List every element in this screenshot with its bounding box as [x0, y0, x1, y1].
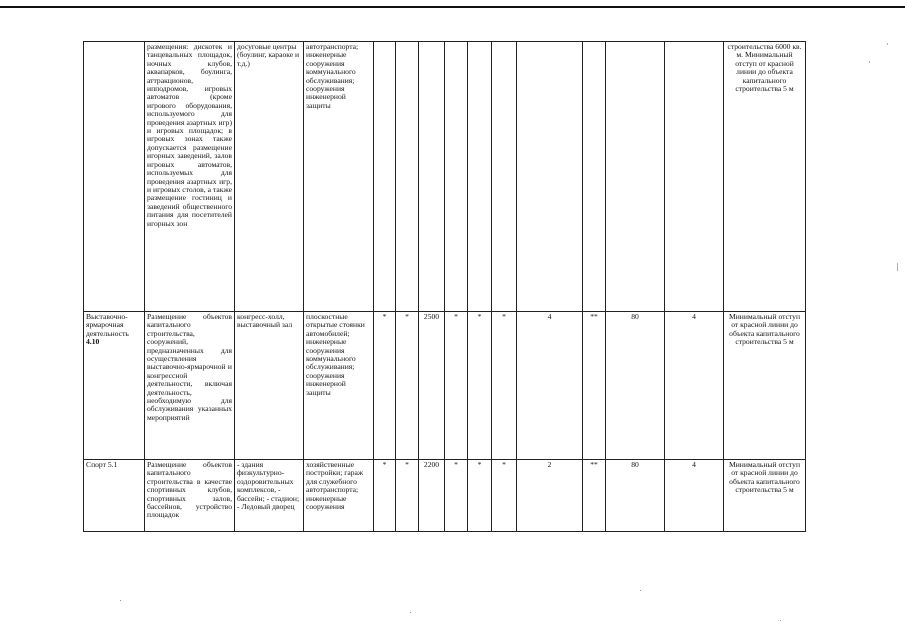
param-cell: * — [492, 460, 517, 532]
param-cell: ** — [583, 460, 606, 532]
param-cell — [665, 42, 724, 312]
scan-speck — [120, 600, 121, 601]
param-cell — [583, 42, 606, 312]
objects-cell: конгресс-холл, выставочный зал — [235, 312, 304, 460]
zone-cell: Выставочно-ярмарочная деятельность 4.10 — [84, 312, 145, 460]
param-cell: * — [445, 460, 468, 532]
param-cell — [606, 42, 665, 312]
objects-cell: - здания физкультурно-оздоровительных комплексов, - бассейн; - стадион; - Ледовый дворец — [235, 460, 304, 532]
param-cell: * — [445, 312, 468, 460]
scan-dot: | — [897, 262, 899, 271]
allowed-use-cell: размещения: дискотек и танцевальных площадок, ночных клубов, аквапарков, боулинга, аттракционов, ипподромов, игровых автоматов (кроме игрового оборудования, используемого для проведения азартных игр) и игровых площадок; в игровых зонах также допускается размещение игорных заведений, залов игровых автоматов, используемых для проведения азартных игр, и игровых столов, а также размещение гостиниц и заведений общественного питания для посетителей игорных зон — [145, 42, 235, 312]
param-cell — [468, 42, 492, 312]
param-cell: 2 — [517, 460, 583, 532]
auxiliary-use-cell: плоскостные открытые стоянки автомобилей; инженерные сооружения коммунального обслуживания; сооружения инженерной защиты — [304, 312, 374, 460]
zoning-regulations-table-sheet — [83, 41, 806, 532]
scan-speck — [410, 612, 411, 613]
zoning-regulations-table — [83, 41, 806, 532]
param-cell: * — [374, 312, 396, 460]
note-cell: Минимальный отступ от красной линии до объекта капитального строительства 5 м — [724, 312, 806, 460]
note-cell: строительства 6000 кв. м. Минимальный отступ от красной линии до объекта капитального строительства 5 м — [724, 42, 806, 312]
param-cell: 80 — [606, 460, 665, 532]
scan-dot: · — [868, 58, 871, 67]
param-cell — [517, 42, 583, 312]
param-cell: 80 — [606, 312, 665, 460]
scan-speck — [780, 620, 781, 621]
allowed-use-cell: Размещение объектов капитального строительства в качестве спортивных клубов, спортивных залов, бассейнов, устройство площадок — [145, 460, 235, 532]
param-cell: 2500 — [419, 312, 445, 460]
param-cell: 4 — [665, 460, 724, 532]
param-cell: 2200 — [419, 460, 445, 532]
param-cell — [396, 42, 419, 312]
table-row — [84, 460, 806, 532]
param-cell: 4 — [517, 312, 583, 460]
param-cell — [445, 42, 468, 312]
param-cell: * — [468, 312, 492, 460]
param-cell: * — [468, 460, 492, 532]
param-cell: 4 — [665, 312, 724, 460]
allowed-use-cell: Размещение объектов капитального строительства, сооружений, предназначенных для осуществления выставочно-ярмарочной и конгрессной деятельности, включая деятельность, необходимую для обслуживания указанных мероприятий — [145, 312, 235, 460]
table-row — [84, 312, 806, 460]
param-cell: * — [492, 312, 517, 460]
zone-cell: Спорт 5.1 — [84, 460, 145, 532]
auxiliary-use-cell: хозяйственные постройки; гараж для служебного автотранспорта; инженерные сооружения — [304, 460, 374, 532]
auxiliary-use-cell: автотранспорта; инженерные сооружения коммунального обслуживания; сооружения инженерной защиты — [304, 42, 374, 312]
scan-speck — [640, 590, 641, 591]
scan-dot: · — [886, 40, 889, 49]
note-cell: Минимальный отступ от красной линии до объекта капитального строительства 5 м — [724, 460, 806, 532]
param-cell — [419, 42, 445, 312]
param-cell — [492, 42, 517, 312]
param-cell: ** — [583, 312, 606, 460]
param-cell: * — [396, 460, 419, 532]
zone-cell — [84, 42, 145, 312]
table-row — [84, 42, 806, 312]
param-cell: * — [396, 312, 419, 460]
page-top-border — [0, 6, 905, 8]
objects-cell: досуговые центры (боулинг, караоке и т.д.) — [235, 42, 304, 312]
param-cell — [374, 42, 396, 312]
param-cell: * — [374, 460, 396, 532]
